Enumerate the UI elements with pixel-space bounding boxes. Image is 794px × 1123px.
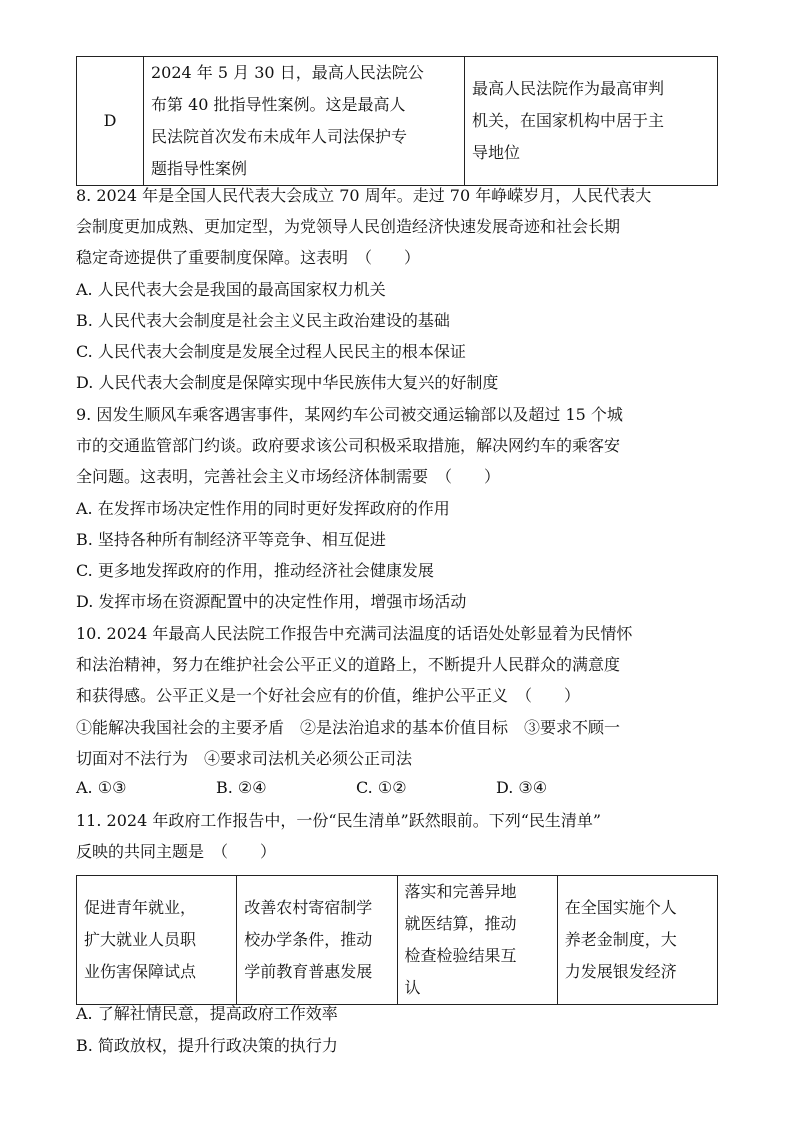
q9-option-a: A. 在发挥市场决定性作用的同时更好发挥政府的作用 <box>76 499 450 518</box>
livelihood-list-table <box>76 875 718 1005</box>
q10-option-b: B. ②④ <box>216 778 267 797</box>
cell-line: 机关，在国家机构中居于主 <box>472 111 665 130</box>
cell-line: 养老金制度，大 <box>564 930 677 949</box>
q9-stem-line: 市的交通监管部门约谈。政府要求该公司积极采取措施，解决网约车的乘客安 <box>76 436 621 455</box>
cell-line: 学前教育普惠发展 <box>244 962 373 981</box>
q11-option-b: B. 简政放权，提升行政决策的执行力 <box>76 1036 338 1055</box>
cell-line: 民法院首次发布未成年人司法保护专 <box>151 127 408 146</box>
table-row <box>77 876 718 1005</box>
q10-option-d: D. ③④ <box>496 778 548 797</box>
q8-option-d: D. 人民代表大会制度是保障实现中华民族伟大复兴的好制度 <box>76 373 499 392</box>
answer-table-row-d <box>76 56 718 186</box>
q8-option-c: C. 人民代表大会制度是发展全过程人民民主的根本保证 <box>76 342 466 361</box>
q9-stem-line: 9. 因发生顺风车乘客遇害事件，某网约车公司被交通运输部以及超过 15 个城 <box>76 405 623 424</box>
q8-option-b: B. 人民代表大会制度是社会主义民主政治建设的基础 <box>76 311 450 330</box>
table-row <box>77 57 718 186</box>
q9-option-d: D. 发挥市场在资源配置中的决定性作用，增强市场活动 <box>76 592 467 611</box>
q8-stem-line: 稳定奇迹提供了重要制度保障。这表明 （ ） <box>76 248 421 267</box>
list-cell-youth-employment <box>77 876 237 1005</box>
q9-stem-line: 全问题。这表明，完善社会主义市场经济体制需要 （ ） <box>76 467 501 486</box>
option-letter-cell: D <box>77 57 144 186</box>
q10-stem-line: 和法治精神，努力在维护社会公平正义的道路上，不断提升人民群众的满意度 <box>76 655 621 674</box>
q8-stem-line: 会制度更加成熟、更加定型，为党领导人民创造经济快速发展奇迹和社会长期 <box>76 217 621 236</box>
q10-option-c: C. ①② <box>356 778 407 797</box>
cell-line: 落实和完善异地 <box>404 882 517 901</box>
analysis-cell <box>465 57 718 186</box>
event-cell <box>144 57 465 186</box>
cell-line: 业伤害保障试点 <box>84 962 197 981</box>
q10-stem-line: 和获得感。公平正义是一个好社会应有的价值，维护公平正义 （ ） <box>76 686 581 705</box>
list-cell-medical-settlement <box>397 876 557 1005</box>
cell-line: 校办学条件，推动 <box>244 930 373 949</box>
q11-stem-line: 反映的共同主题是 （ ） <box>76 842 277 861</box>
cell-line: 在全国实施个人 <box>564 898 677 917</box>
cell-line: 改善农村寄宿制学 <box>244 898 373 917</box>
cell-line: 题指导性案例 <box>151 159 248 178</box>
q10-statements-line: ①能解决我国社会的主要矛盾 ②是法治追求的基本价值目标 ③要求不顾一 <box>76 718 621 737</box>
cell-line: 力发展银发经济 <box>564 962 677 981</box>
cell-line: 导地位 <box>472 143 521 162</box>
cell-line: 2024 年 5 月 30 日，最高人民法院公 <box>151 63 424 82</box>
q8-stem-line: 8. 2024 年是全国人民代表大会成立 70 周年。走过 70 年峥嵘岁月，人民代表大 <box>76 186 652 205</box>
cell-line: 促进青年就业， <box>84 898 197 917</box>
q11-option-a: A. 了解社情民意，提高政府工作效率 <box>76 1004 338 1023</box>
list-cell-pension <box>557 876 717 1005</box>
q11-stem-line: 11. 2024 年政府工作报告中，一份“民生清单”跃然眼前。下列“民生清单” <box>76 811 602 830</box>
q9-option-c: C. 更多地发挥政府的作用，推动经济社会健康发展 <box>76 561 434 580</box>
cell-line: 就医结算，推动 <box>404 914 517 933</box>
q8-option-a: A. 人民代表大会是我国的最高国家权力机关 <box>76 280 386 299</box>
list-cell-rural-education <box>237 876 397 1005</box>
cell-line: 检查检验结果互 <box>404 946 517 965</box>
cell-line: 认 <box>404 978 421 997</box>
q10-options <box>76 778 636 802</box>
q9-option-b: B. 坚持各种所有制经济平等竞争、相互促进 <box>76 530 386 549</box>
q10-option-a: A. ①③ <box>76 778 127 797</box>
cell-line: 扩大就业人员职 <box>84 930 197 949</box>
cell-line: 布第 40 批指导性案例。这是最高人 <box>151 95 406 114</box>
q10-stem-line: 10. 2024 年最高人民法院工作报告中充满司法温度的话语处处彰显着为民情怀 <box>76 624 633 643</box>
q10-statements-line: 切面对不法行为 ④要求司法机关必须公正司法 <box>76 749 413 768</box>
cell-line: 最高人民法院作为最高审判 <box>472 79 665 98</box>
